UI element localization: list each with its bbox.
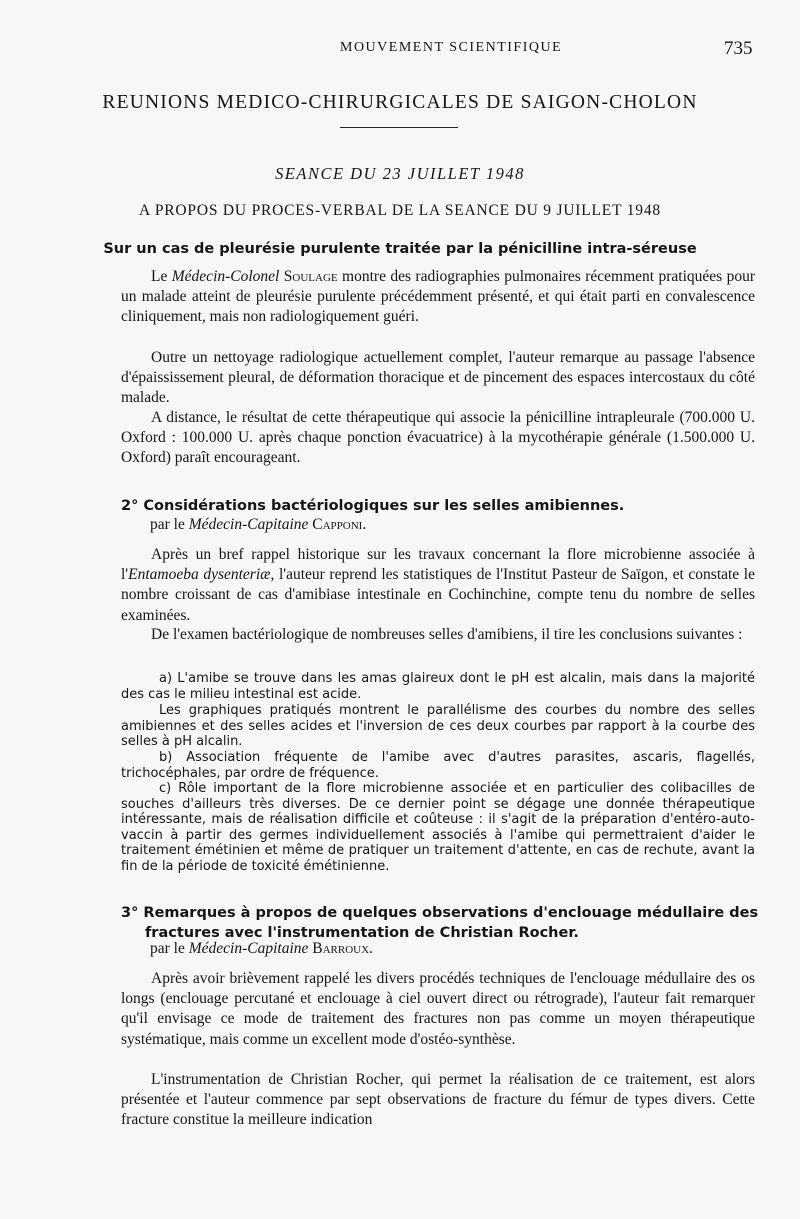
section1-paragraph-1 (121, 267, 755, 328)
section2-by-title: Médecin-Capitaine (188, 516, 309, 533)
section2-p1-a: Après un bref rappel historique sur les travaux concernant la flore microbienne associée à l' (121, 546, 755, 584)
section1-p1-text: montre des radiographies pulmonaires récemment pratiquées pour un malade atteint de pleurésie purulente précédemment présenté, et qui était parti en convalescence cliniquement, mais non radiologiquement guéri. (121, 268, 755, 326)
main-title: REUNIONS MEDICO-CHIRURGICALES DE SAIGON-CHOLON (102, 92, 698, 113)
section3-by-name: Barroux. (312, 940, 373, 957)
section1-author-title: Médecin-Colonel (171, 268, 280, 285)
section2-by-name: Capponi. (312, 516, 367, 533)
section3-paragraph-2: L'instrumentation de Christian Rocher, qui permet la réalisation de ce traitement, est alors présentée et l'auteur commence par sept observations de fracture du fémur de types divers. Cette fracture constitue la meilleure indication (121, 1071, 755, 1129)
page-number: 735 (724, 38, 753, 59)
section2-heading (121, 498, 755, 514)
conclusion-a-graphs: Les graphiques pratiqués montrent le parallélisme des courbes du nombre des selles amibiennes et des selles acides et l'inversion de ces deux courbes par rapport à la courbe des selles à pH alcalin. (121, 703, 755, 750)
section3-heading (121, 903, 779, 943)
section2-byline (150, 516, 366, 534)
section2-title: Considérations bactériologiques sur les selles amibiennes. (143, 498, 625, 514)
section3-title: Remarques à propos de quelques observations d'enclouage médullaire des fractures avec l'instrumentation de Christian Rocher. (143, 905, 759, 941)
title-rule (340, 127, 458, 128)
section2-number: 2° (121, 498, 139, 514)
section1-p1-le: Le (151, 268, 172, 285)
conclusion-a: a) L'amibe se trouve dans les amas glaireux dont le pH est alcalin, mais dans la majorité des cas le milieu intestinal est acide. (121, 671, 755, 702)
section1-paragraph-3: A distance, le résultat de cette thérapeutique qui associe la pénicilline intrapleurale (700.000 U. Oxford : 100.000 U. après chaque ponction évacuatrice) à la mycothérapie générale (1.500.000 U. Oxford) paraît encourageant. (121, 409, 755, 467)
apropos-heading: A PROPOS DU PROCES-VERBAL DE LA SEANCE DU 9 JUILLET 1948 (139, 202, 661, 219)
running-head (0, 38, 800, 60)
section2-paragraph-2: De l'examen bactériologique de nombreuses selles d'amibiens, il tire les conclusions suivantes : (151, 626, 743, 643)
section2-paragraph-1 (121, 545, 755, 626)
conclusion-c: c) Rôle important de la flore microbienne associée et en particulier des colibacilles de souches d'ailleurs très diverses. De ce dernier point se dégage une donnée thérapeutique intéressante, mais de réalisation difficile et coûteuse : il s'agit de la préparation d'entéro-auto-vaccin à partir des germes individuellement associés à l'amibe qui permettraient d'aider le traitement émétinien et même de pratiquer un traitement d'attente, en cas de rechute, avant la fin de la période de toxicité émétinienne. (121, 781, 755, 874)
seance-date: SEANCE DU 23 JUILLET 1948 (275, 164, 525, 183)
section1-heading: Sur un cas de pleurésie purulente traitée par la pénicilline intra-séreuse (103, 241, 697, 257)
section3-byline (150, 940, 373, 958)
section3-by-title: Médecin-Capitaine (188, 940, 309, 957)
section1-author-name: Soulage (283, 268, 338, 285)
section2-species: Entamoeba dysenteriæ (128, 566, 271, 584)
conclusion-b: b) Association fréquente de l'amibe avec d'autres parasites, ascaris, flagellés, trichocéphales, par ordre de fréquence. (121, 750, 755, 781)
section3-paragraph-1: Après avoir brièvement rappelé les divers procédés techniques de l'enclouage médullaire des os longs (enclouage percutané et enclouage à ciel ouvert direct ou rétrograde), l'auteur fait remarquer qu'il envisage ce mode de traitement des fractures non pas comme un moyen thérapeutique systématique, mais comme un excellent mode d'ostéo-synthèse. (121, 970, 755, 1048)
section2-p1-b: , l'auteur reprend les statistiques de l'Institut Pasteur de Saïgon, et constate le nombre croissant de cas d'amibiase intestinale en Cochinchine, compte tenu du nombre de selles examinées. (121, 566, 755, 624)
section3-by-par: par le (150, 940, 189, 957)
section2-by-par: par le (150, 516, 189, 533)
running-title: MOUVEMENT SCIENTIFIQUE (340, 40, 563, 55)
section3-number: 3° (121, 905, 139, 921)
section1-paragraph-2: Outre un nettoyage radiologique actuellement complet, l'auteur remarque au passage l'absence d'épaississement pleural, de déformation thoracique et de pincement des espaces intercostaux du côté malade. (121, 349, 755, 407)
